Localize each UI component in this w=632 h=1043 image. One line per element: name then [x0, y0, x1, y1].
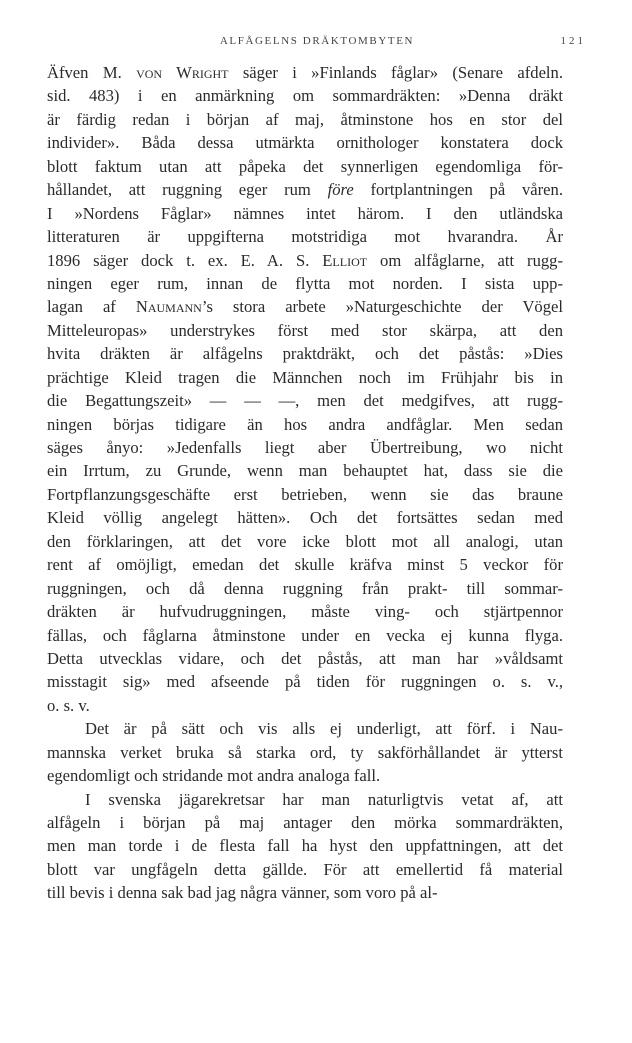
author-name: Elliot — [322, 250, 368, 270]
text-line — [47, 108, 563, 131]
text-run: individer». Båda dessa utmärkta ornithologer konstatera dock — [47, 133, 563, 153]
author-name: von Wright — [136, 63, 229, 82]
text-run: fortplantningen på våren. — [353, 180, 563, 200]
text-run: alfågeln i början på maj antager den mörka sommardräkten, — [47, 813, 563, 832]
text-line — [47, 530, 563, 553]
text-line — [47, 319, 563, 342]
text-line — [47, 506, 563, 529]
text-line — [47, 366, 563, 389]
text-run: Det är på sätt och vis alls ej underligt, att förf. i Nau- — [85, 719, 563, 739]
text-run: 1896 säger dock t. ex. E. A. S. — [47, 250, 323, 270]
paragraph — [47, 717, 563, 787]
emphasis-text: före — [327, 180, 354, 200]
text-run: dräkten är hufvudruggningen, måste ving- och stjärtpennor — [47, 602, 563, 622]
text-line — [47, 202, 563, 225]
text-line — [47, 84, 563, 107]
text-line — [47, 553, 563, 576]
text-run: I svenska jägarekretsar har man naturligtvis vetat af, att — [85, 789, 563, 809]
text-run: prächtige Kleid tragen die Männchen noch im Frühjahr bis in — [47, 367, 563, 387]
text-run: blott faktum utan att påpeka det synnerligen egendomliga för- — [47, 156, 563, 176]
author-name: Naumann — [135, 297, 202, 317]
text-run: hållandet, att ruggning eger rum — [47, 180, 328, 200]
paragraph — [47, 788, 563, 905]
text-line — [47, 61, 563, 84]
text-line — [47, 788, 563, 811]
text-line — [47, 834, 563, 857]
text-run: Fortpflanzungsgeschäfte erst betrieben, wenn sie das braune — [47, 484, 563, 504]
text-line — [47, 225, 563, 248]
text-run: sid. 483) i en anmärkning om sommardräkten: »Denna dräkt — [47, 86, 563, 106]
text-run: egendomligt och stridande mot andra analoga fall. — [47, 766, 381, 786]
text-run: ein Irrtum, zu Grunde, wenn man behauptet hat, dass sie die — [47, 461, 563, 481]
text-run: o. s. v. — [47, 695, 90, 715]
text-line — [47, 295, 563, 318]
text-run: ningen eger rum, innan de flytta mot norden. I sista upp- — [47, 273, 563, 293]
text-run: är färdig redan i början af maj, åtminstone hos en stor del — [47, 109, 563, 129]
text-run: mannska verket bruka så starka ord, ty sakförhållandet är ytterst — [47, 742, 563, 762]
text-line — [47, 436, 563, 459]
text-run: om alfåglarne, att rugg- — [367, 250, 563, 270]
text-line — [47, 131, 563, 154]
page-number: 121 — [560, 35, 586, 47]
text-run: misstagit sig» med afseende på tiden för ruggningen o. s. v., — [47, 672, 563, 692]
text-run: ningen börjas tidigare än hos andra andfåglar. Men sedan — [47, 414, 563, 434]
text-line — [47, 413, 563, 436]
text-run: men man torde i de flesta fall ha hyst den uppfattningen, att det — [47, 836, 563, 856]
text-line — [47, 624, 563, 647]
text-line — [47, 717, 563, 740]
text-run: den förklaringen, att det vore icke blott mot all analogi, utan — [47, 531, 563, 551]
text-line — [47, 249, 563, 272]
text-line — [47, 178, 563, 201]
text-run: Detta utvecklas vidare, och det påstås, att man har »våldsamt — [47, 648, 563, 668]
running-title: ALFÅGELNS DRÄKTOMBYTEN — [219, 35, 415, 47]
text-line — [47, 670, 563, 693]
paragraph — [47, 61, 563, 717]
text-run: rent af omöjligt, emedan det skulle kräfva minst 5 veckor för — [47, 555, 563, 575]
text-line — [47, 858, 563, 881]
text-line — [47, 811, 563, 834]
text-run: hvita dräkten är alfågelns praktdräkt, och det påstås: »Dies — [47, 344, 563, 364]
text-run: I »Nordens Fåglar» nämnes intet härom. I den utländska — [47, 203, 563, 223]
text-run: säges ånyo: »Jedenfalls liegt aber Übertreibung, wo nicht — [47, 438, 563, 457]
page-header — [48, 35, 586, 51]
text-run: fällas, och fåglarna åtminstone under en vecka ej kunna flyga. — [47, 625, 563, 645]
text-run: Mitteleuropas» understrykes först med stor skärpa, att den — [47, 320, 563, 340]
text-line — [47, 764, 563, 787]
body-text — [47, 61, 563, 905]
text-line — [47, 483, 563, 506]
text-line — [47, 155, 563, 178]
text-line — [47, 600, 563, 623]
text-run: till bevis i denna sak bad jag några vänner, som voro på al- — [47, 883, 438, 903]
text-line — [47, 647, 563, 670]
text-line — [47, 459, 563, 482]
text-line — [47, 272, 563, 295]
text-run: die Begattungszeit» — — —, men det medgifves, att rugg- — [47, 391, 563, 411]
text-run: Äfven M. — [47, 63, 137, 82]
text-run: säger i »Finlands fåglar» (Senare afdeln. — [228, 63, 563, 82]
text-line — [47, 741, 563, 764]
text-line — [47, 881, 563, 904]
text-line — [47, 694, 563, 717]
text-run: Kleid völlig angelegt hätten». Och det fortsättes sedan med — [47, 508, 563, 528]
text-run: blott var ungfågeln detta gällde. För att emellertid få material — [47, 859, 563, 879]
text-run: lagan af — [47, 297, 136, 317]
text-line — [47, 342, 563, 365]
text-line — [47, 577, 563, 600]
text-run: litteraturen är uppgifterna motstridiga mot hvarandra. År — [47, 227, 563, 247]
text-run: ruggningen, och då denna ruggning från prakt- till sommar- — [47, 578, 563, 598]
text-line — [47, 389, 563, 412]
text-run: ’s stora arbete »Naturgeschichte der Vögel — [201, 297, 564, 317]
